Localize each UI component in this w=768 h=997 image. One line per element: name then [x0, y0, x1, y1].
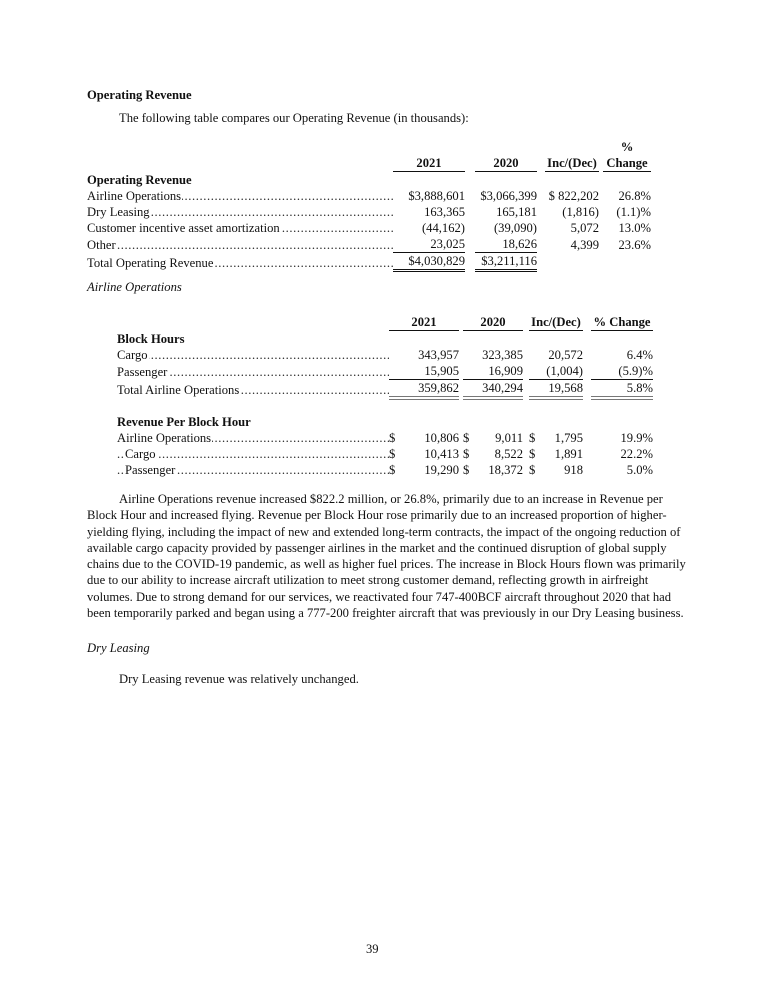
header-inc-dec: Inc/(Dec) [529, 314, 583, 331]
subsection-airline-operations: Airline Operations [87, 280, 182, 294]
header-2021: 2021 [393, 155, 465, 172]
table-row: Cargo ..... $ 10,413 $ 8,522 $ 1,891 22.2% [117, 446, 653, 462]
header-2021: 2021 [389, 314, 459, 331]
header-pct-change: % Change [591, 314, 653, 331]
page-number: 39 [366, 942, 379, 956]
subsection-dry-leasing: Dry Leasing [87, 641, 150, 655]
table-row: Customer incentive asset amortization ..... (44,162) (39,090) 5,072 13.0% [87, 220, 651, 236]
group-label: Operating Revenue [87, 173, 192, 187]
dry-leasing-paragraph: Dry Leasing revenue was relatively unchanged. [119, 672, 359, 686]
table-row: Other ..... 23,025 18,626 4,399 23.6% [87, 236, 651, 253]
operating-revenue-table [87, 139, 651, 272]
header-2020: 2020 [475, 155, 537, 172]
table-row: Cargo ..... 343,957 323,385 20,572 6.4% [117, 347, 653, 363]
header-change: Change [603, 155, 651, 172]
table-row: Airline Operations ..... $ 10,806 $ 9,011 $ 1,795 19.9% [117, 430, 653, 446]
table-row: Airline Operations ..... $3,888,601 $3,066,399 $ 822,202 26.8% [87, 188, 651, 204]
table-row-total: Total Operating Revenue ..... $4,030,829 $3,211,116 [87, 253, 651, 271]
block-hours-label: Block Hours [117, 332, 185, 346]
airline-operations-paragraph: Airline Operations revenue increased $822.2 million, or 26.8%, primarily due to an increase in Revenue per Block Hour and increased flying. Revenue per Block Hour rose primarily due to an increased proportion of higher-yielding flying, including the impact of new and extended long-term contracts, the impact of the ongoing reduction of available cargo capacity provided by passenger airlines in the market and the continued disruption of global supply chains due to the COVID-19 pandemic, as well as higher fuel prices. The increase in Block Hours flown was primarily due to our ability to increase aircraft utilization to meet strong customer demand, reflecting growth in airfreight volumes. Due to strong demand for our services, we reactivated four 747-400BCF aircraft throughout 2020 that had been temporarily parked and began using a 777-200 freighter aircraft that was previously in our Dry Leasing business. [87, 492, 686, 621]
table-row: Passenger ..... $ 19,290 $ 18,372 $ 918 5.0% [117, 462, 653, 478]
header-pct-symbol: % [620, 140, 634, 154]
section-title: Operating Revenue [87, 88, 192, 102]
table-row: Dry Leasing ..... 163,365 165,181 (1,816) (1.1)% [87, 204, 651, 220]
revenue-per-block-hour-label: Revenue Per Block Hour [117, 415, 251, 429]
table-row: Passenger ..... 15,905 16,909 (1,004) (5.9)% [117, 363, 653, 380]
header-inc-dec: Inc/(Dec) [545, 155, 599, 172]
intro-text: The following table compares our Operating Revenue (in thousands): [119, 111, 469, 125]
header-2020: 2020 [463, 314, 523, 331]
table-row-total: Total Airline Operations ..... 359,862 340,294 19,568 5.8% [117, 380, 653, 399]
airline-operations-table [117, 314, 653, 478]
